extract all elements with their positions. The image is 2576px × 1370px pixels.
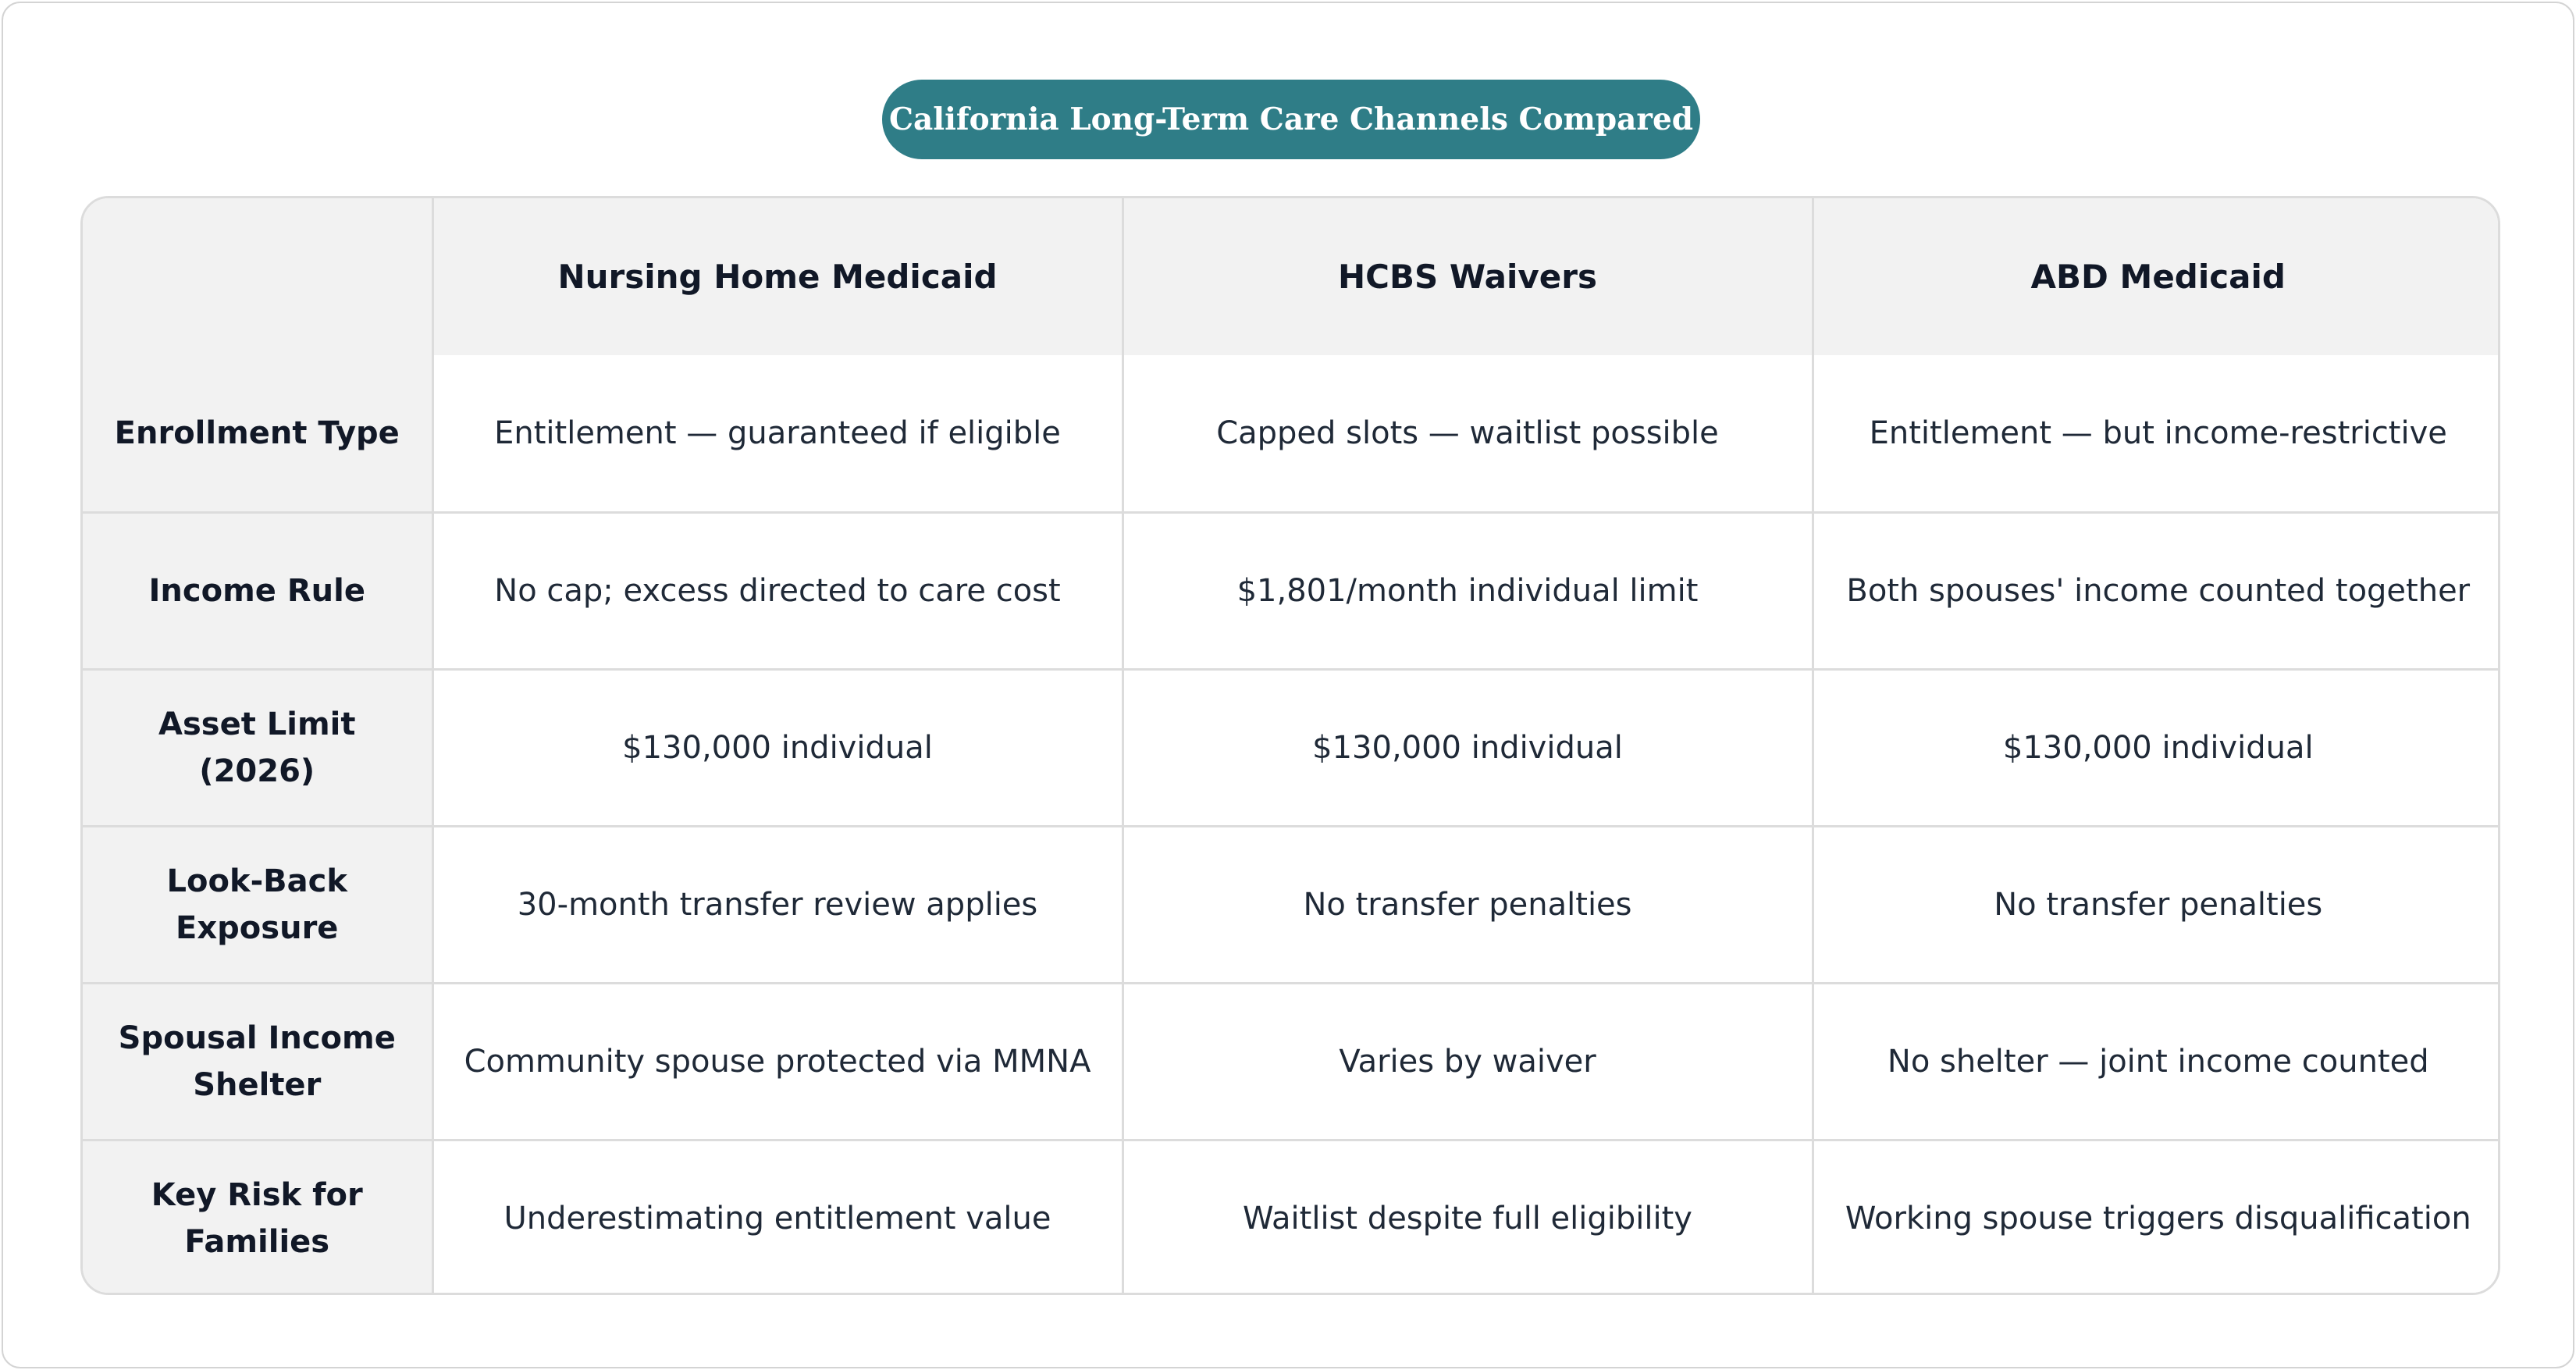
page-title: California Long-Term Care Channels Compared bbox=[882, 80, 1700, 159]
row-header-asset-limit: Asset Limit (2026) bbox=[83, 669, 432, 826]
row-header-income-rule: Income Rule bbox=[83, 512, 432, 669]
table-cell: Entitlement — guaranteed if eligible bbox=[432, 355, 1123, 512]
table-cell: Both spouses' income counted together bbox=[1813, 512, 2500, 669]
table-row bbox=[83, 355, 2500, 512]
table-cell: Waitlist despite full eligibility bbox=[1123, 1140, 1813, 1295]
table-row bbox=[83, 512, 2500, 669]
row-header-enrollment-type: Enrollment Type bbox=[83, 355, 432, 512]
column-header-abd-medicaid: ABD Medicaid bbox=[1813, 198, 2500, 355]
table-cell: Working spouse triggers disqualification bbox=[1813, 1140, 2500, 1295]
table-row bbox=[83, 826, 2500, 983]
comparison-table-grid bbox=[83, 198, 2500, 1295]
table-cell: $130,000 individual bbox=[1123, 669, 1813, 826]
table-cell: Community spouse protected via MMNA bbox=[432, 983, 1123, 1140]
table-cell: Capped slots — waitlist possible bbox=[1123, 355, 1813, 512]
table-row bbox=[83, 669, 2500, 826]
row-header-spousal-income-shelter: Spousal Income Shelter bbox=[83, 983, 432, 1140]
table-cell: No cap; excess directed to care cost bbox=[432, 512, 1123, 669]
table-cell: Entitlement — but income-restrictive bbox=[1813, 355, 2500, 512]
table-cell: No transfer penalties bbox=[1123, 826, 1813, 983]
table-corner-cell bbox=[83, 198, 432, 355]
table-cell: Varies by waiver bbox=[1123, 983, 1813, 1140]
table-cell: $130,000 individual bbox=[1813, 669, 2500, 826]
table-header-row bbox=[83, 198, 2500, 355]
table-cell: $1,801/month individual limit bbox=[1123, 512, 1813, 669]
table-cell: $130,000 individual bbox=[432, 669, 1123, 826]
table-row bbox=[83, 1140, 2500, 1295]
card-frame bbox=[2, 2, 2574, 1368]
table-row bbox=[83, 983, 2500, 1140]
row-header-look-back-exposure: Look-Back Exposure bbox=[83, 826, 432, 983]
table-cell: 30-month transfer review applies bbox=[432, 826, 1123, 983]
column-header-hcbs-waivers: HCBS Waivers bbox=[1123, 198, 1813, 355]
column-header-nursing-home-medicaid: Nursing Home Medicaid bbox=[432, 198, 1123, 355]
table-cell: No transfer penalties bbox=[1813, 826, 2500, 983]
table-cell: No shelter — joint income counted bbox=[1813, 983, 2500, 1140]
row-header-key-risk-for-families: Key Risk for Families bbox=[83, 1140, 432, 1295]
comparison-table bbox=[80, 196, 2500, 1295]
table-cell: Underestimating entitlement value bbox=[432, 1140, 1123, 1295]
